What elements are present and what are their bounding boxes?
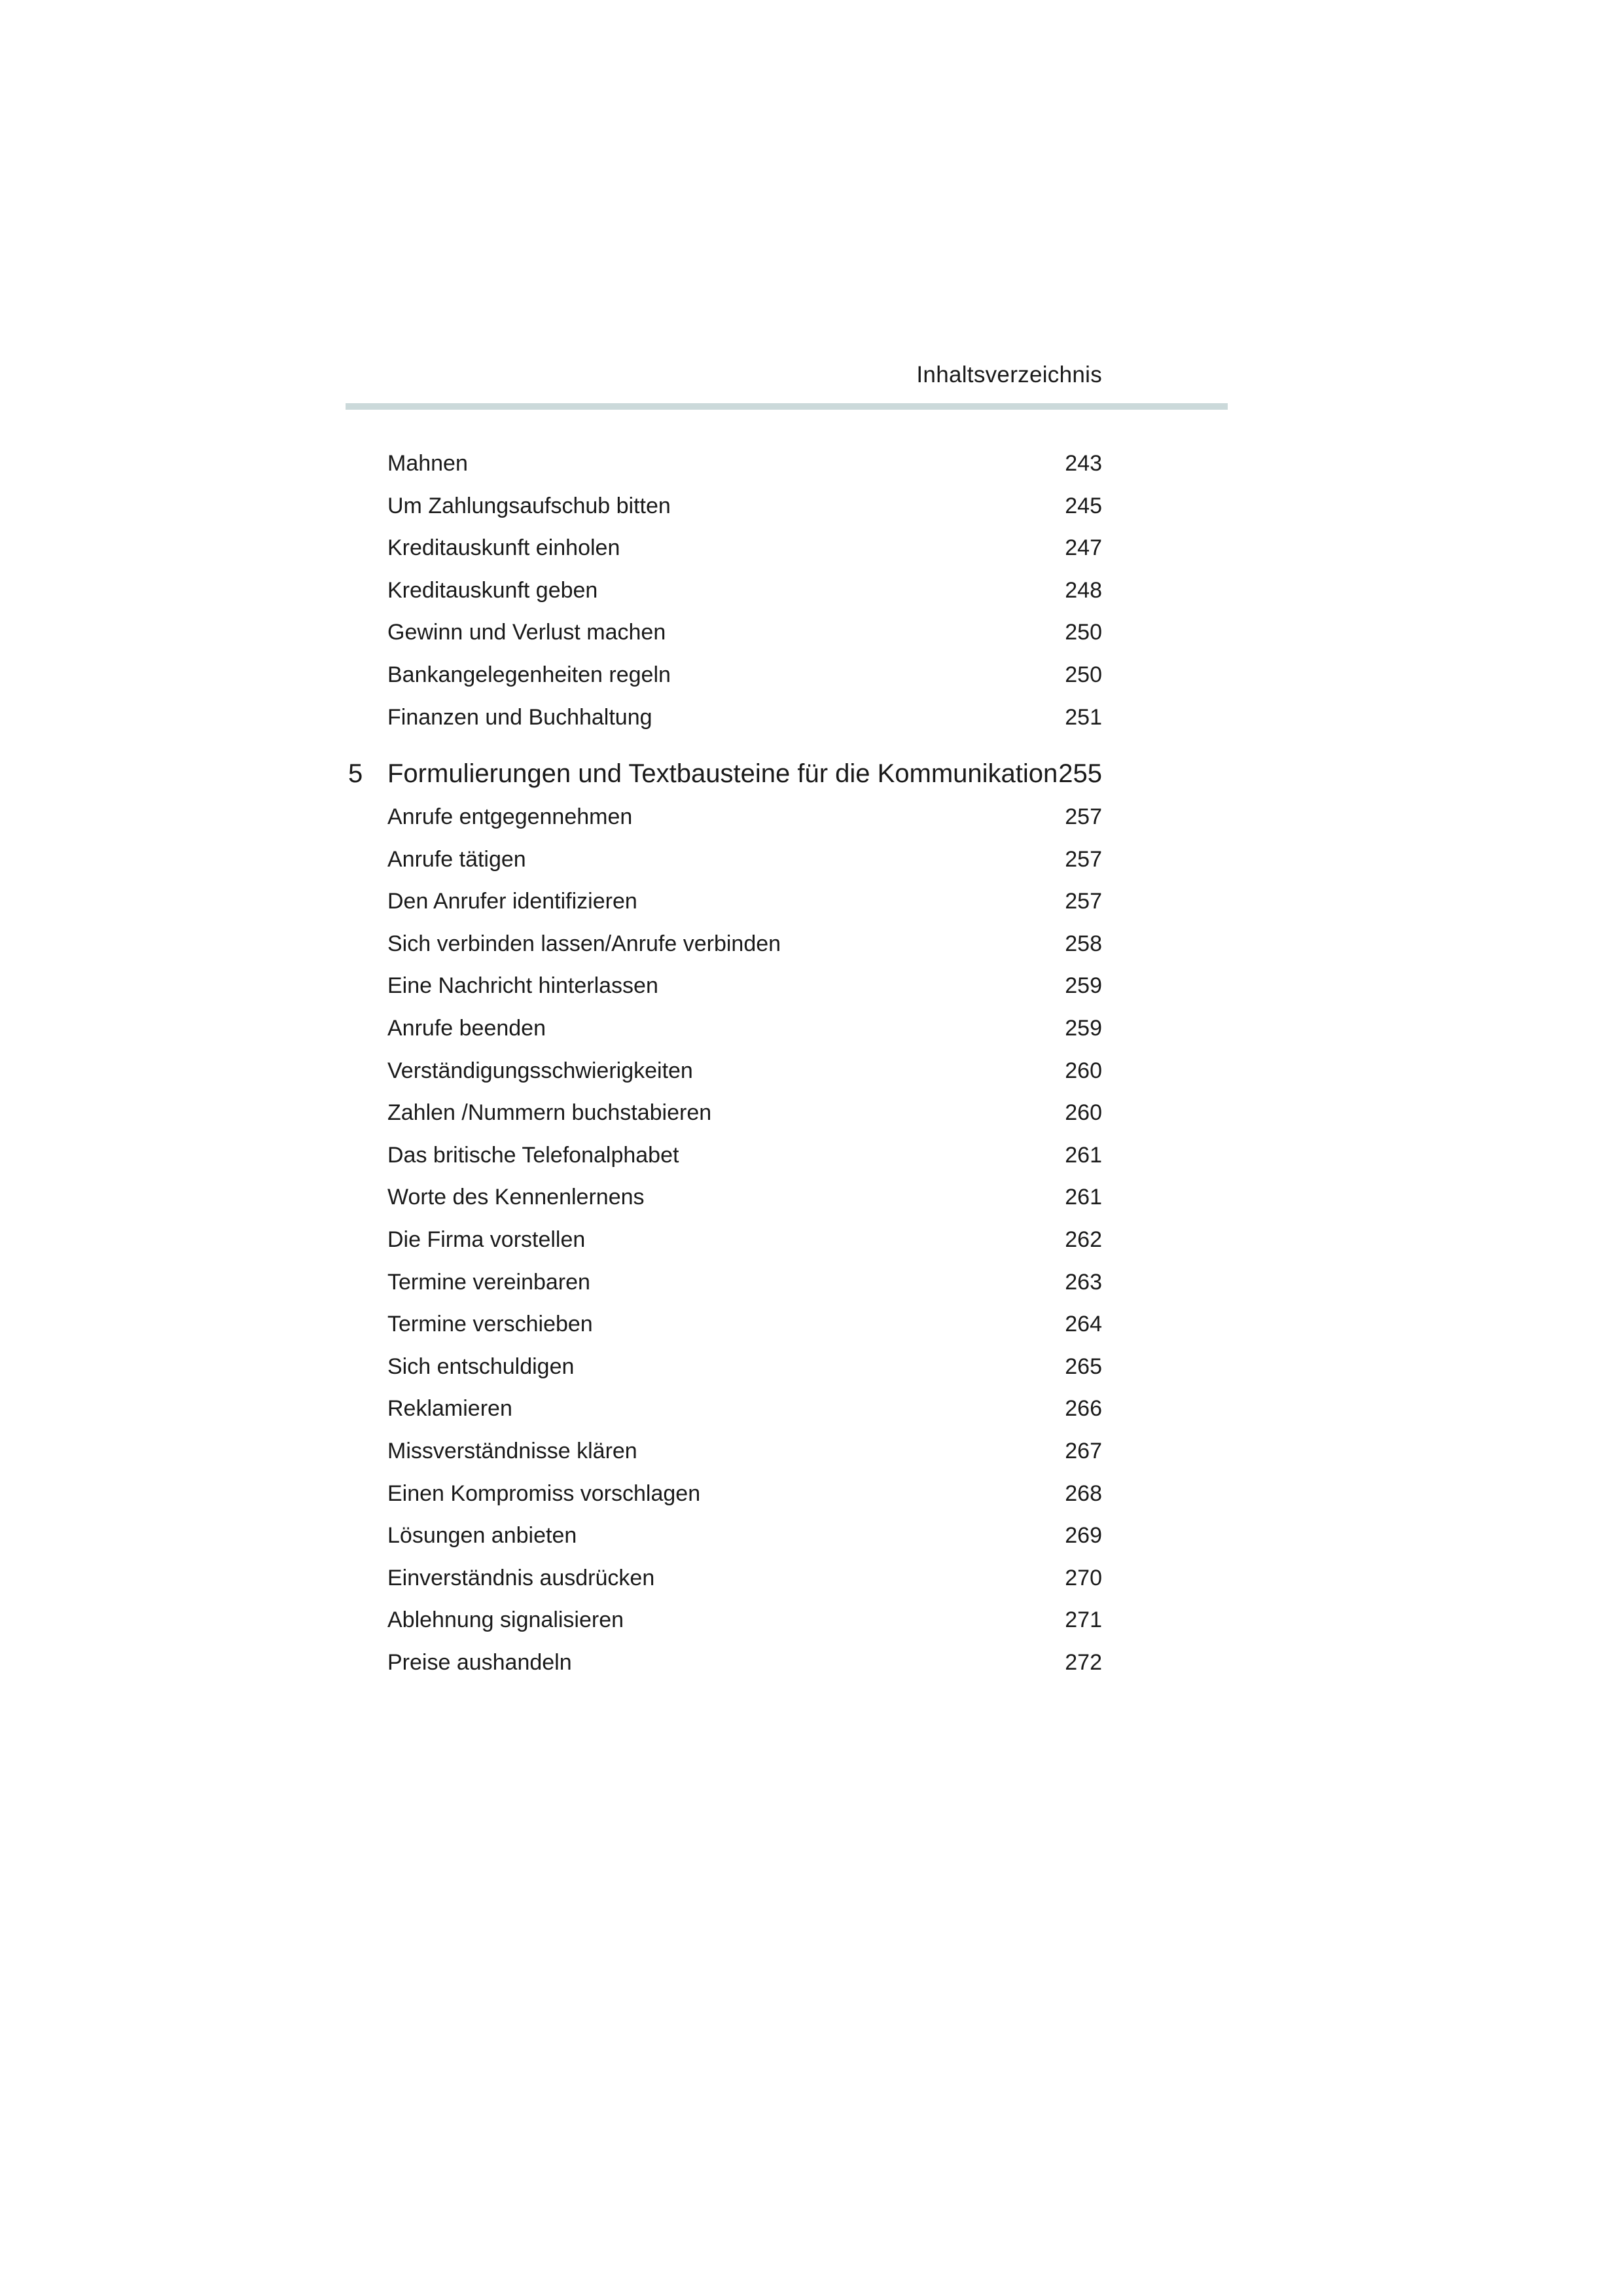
toc-entry-title: Sich verbinden lassen/Anrufe verbinden	[387, 931, 781, 956]
toc-entry-page-number: 257	[1065, 846, 1102, 872]
toc-entry-title: Den Anrufer identifizieren	[387, 889, 637, 914]
toc-entry-title: Um Zahlungsaufschub bitten	[387, 493, 671, 518]
toc-entry[interactable]	[387, 572, 1102, 609]
toc-entry[interactable]	[387, 798, 1102, 835]
toc-entry-title: Kreditauskunft einholen	[387, 535, 620, 561]
chapter-page-number: 255	[1058, 759, 1102, 788]
toc-entry-title: Gewinn und Verlust machen	[387, 620, 666, 645]
toc-entry-title: Einen Kompromiss vorschlagen	[387, 1480, 701, 1506]
toc-entry[interactable]	[387, 488, 1102, 524]
toc-entry-page-number: 268	[1065, 1480, 1102, 1506]
toc-entry-page-number: 267	[1065, 1439, 1102, 1463]
toc-entry-title: Das britische Telefonalphabet	[387, 1142, 679, 1168]
toc-chapter-heading[interactable]	[348, 753, 1102, 795]
toc-entry-page-number: 264	[1065, 1312, 1102, 1337]
toc-entry[interactable]	[387, 1094, 1102, 1131]
toc-entry[interactable]	[387, 1179, 1102, 1215]
toc-entry[interactable]	[387, 841, 1102, 878]
toc-entry-page-number: 251	[1065, 704, 1102, 730]
toc-entry-page-number: 262	[1065, 1227, 1102, 1252]
toc-entry-title: Anrufe tätigen	[387, 846, 526, 872]
toc-entry[interactable]	[387, 1052, 1102, 1089]
toc-entry-page-number: 248	[1065, 577, 1102, 603]
toc-entry[interactable]	[387, 1390, 1102, 1427]
toc-entry-title: Anrufe entgegennehmen	[387, 804, 633, 829]
toc-entry-page-number: 261	[1065, 1185, 1102, 1210]
toc-entry[interactable]	[387, 1010, 1102, 1047]
toc-entry-page-number: 245	[1065, 493, 1102, 518]
toc-entry-title: Worte des Kennenlernens	[387, 1185, 645, 1210]
toc-entry-title: Reklamieren	[387, 1396, 512, 1422]
toc-entry-page-number: 247	[1065, 535, 1102, 561]
toc-entry[interactable]	[387, 529, 1102, 566]
toc-entry[interactable]	[387, 925, 1102, 962]
toc-entry-page-number: 261	[1065, 1142, 1102, 1168]
toc-entry-page-number: 243	[1065, 451, 1102, 476]
toc-entry-title: Termine vereinbaren	[387, 1269, 590, 1295]
toc-entry-page-number: 257	[1065, 804, 1102, 829]
toc-entry[interactable]	[387, 1602, 1102, 1638]
toc-entry[interactable]	[387, 1264, 1102, 1300]
toc-entry-title: Bankangelegenheiten regeln	[387, 662, 671, 687]
toc-entry-title: Preise aushandeln	[387, 1650, 572, 1675]
toc-entry-page-number: 260	[1065, 1100, 1102, 1126]
toc-entry[interactable]	[387, 1644, 1102, 1681]
toc-entry-title: Sich entschuldigen	[387, 1354, 575, 1379]
toc-entry-title: Missverständnisse klären	[387, 1439, 637, 1463]
toc-entry-title: Einverständnis ausdrücken	[387, 1565, 655, 1590]
toc-entry[interactable]	[387, 1221, 1102, 1258]
toc-entry-page-number: 258	[1065, 931, 1102, 956]
toc-entry-page-number: 260	[1065, 1058, 1102, 1083]
toc-entry-title: Anrufe beenden	[387, 1016, 546, 1041]
toc-entry[interactable]	[387, 967, 1102, 1004]
toc-entry-title: Die Firma vorstellen	[387, 1227, 586, 1252]
toc-entry[interactable]	[387, 614, 1102, 651]
toc-entry-page-number: 265	[1065, 1354, 1102, 1379]
toc-entry-page-number: 269	[1065, 1523, 1102, 1549]
toc-entry[interactable]	[387, 883, 1102, 920]
toc-entry-title: Lösungen anbieten	[387, 1523, 577, 1549]
toc-entry[interactable]	[387, 1348, 1102, 1385]
toc-entry-page-number: 250	[1065, 662, 1102, 687]
chapter-number: 5	[348, 759, 363, 788]
toc-entry[interactable]	[387, 1560, 1102, 1596]
toc-entry-title: Mahnen	[387, 451, 468, 476]
toc-entry-title: Termine verschieben	[387, 1312, 593, 1337]
toc-entry-title: Zahlen /Nummern buchstabieren	[387, 1100, 712, 1126]
toc-entry[interactable]	[387, 1137, 1102, 1174]
toc-entry-title: Verständigungsschwierigkeiten	[387, 1058, 693, 1083]
toc-entry-title: Kreditauskunft geben	[387, 577, 598, 603]
toc-entry-page-number: 270	[1065, 1565, 1102, 1590]
toc-entry-page-number: 259	[1065, 1016, 1102, 1041]
chapter-title: Formulierungen und Textbausteine für die Kommunikation	[387, 759, 1058, 788]
toc-entry-page-number: 271	[1065, 1607, 1102, 1633]
toc-entry-page-number: 266	[1065, 1396, 1102, 1422]
toc-entry-page-number: 259	[1065, 973, 1102, 999]
toc-entry[interactable]	[387, 1306, 1102, 1342]
toc-entry[interactable]	[387, 1433, 1102, 1469]
toc-entry[interactable]	[387, 1475, 1102, 1512]
toc-entry-page-number: 263	[1065, 1269, 1102, 1295]
toc-entry-page-number: 272	[1065, 1650, 1102, 1675]
header-rule	[346, 403, 1228, 410]
running-head: Inhaltsverzeichnis	[916, 362, 1102, 387]
toc-entry-title: Eine Nachricht hinterlassen	[387, 973, 658, 999]
toc-entry-title: Finanzen und Buchhaltung	[387, 704, 652, 730]
toc-entry[interactable]	[387, 445, 1102, 482]
toc-entry[interactable]	[387, 656, 1102, 693]
toc-entry-page-number: 257	[1065, 889, 1102, 914]
toc-entry[interactable]	[387, 1517, 1102, 1554]
toc-entry-page-number: 250	[1065, 620, 1102, 645]
toc-entry-title: Ablehnung signalisieren	[387, 1607, 624, 1633]
toc-entry[interactable]	[387, 699, 1102, 736]
